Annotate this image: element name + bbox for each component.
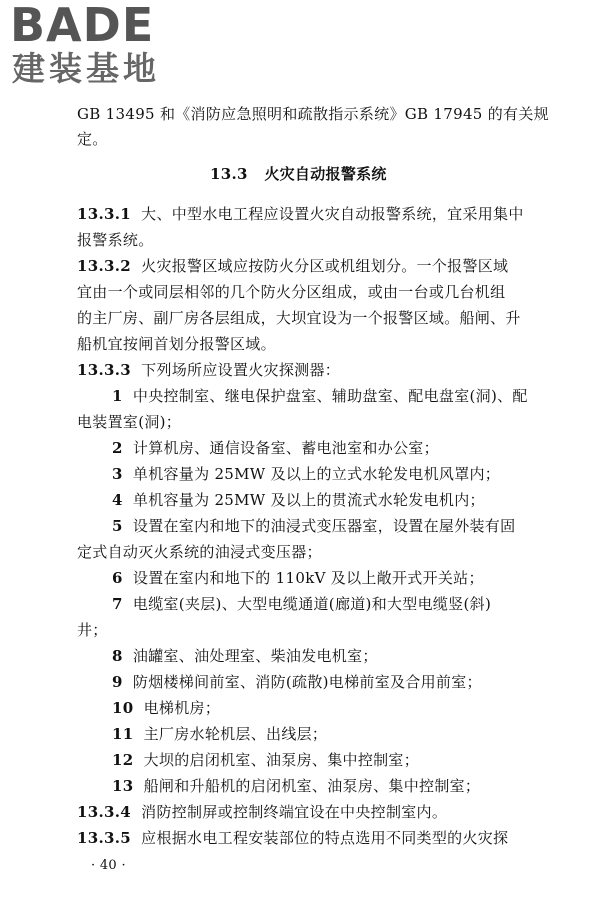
clause-13-3-2-line-3: 的主厂房、副厂房各层组成，大坝宜设为一个报警区域。船闸、升 <box>77 309 521 327</box>
clause-number: 13.3.1 <box>77 205 131 223</box>
list-item-8 <box>112 646 378 666</box>
clause-13-3-2-line-1 <box>77 256 508 276</box>
item-number: 13 <box>112 777 134 795</box>
item-number: 7 <box>112 595 123 613</box>
logo-wordmark: BADE <box>10 0 155 52</box>
clause-text: 下列场所应设置火灾探测器： <box>141 361 341 379</box>
item-number: 12 <box>112 751 134 769</box>
clause-text: 消防控制屏或控制终端宜设在中央控制室内。 <box>141 803 448 821</box>
item-text: 中央控制室、继电保护盘室、辅助盘室、配电盘室(洞)、配 <box>132 387 528 405</box>
item-text: 计算机房、通信设备室、蓄电池室和办公室； <box>132 439 439 457</box>
intro-line-1: GB 13495 和《消防应急照明和疏散指示系统》GB 17945 的有关规 <box>77 105 549 123</box>
item-number: 8 <box>112 647 123 665</box>
section-number: 13.3 <box>210 165 248 183</box>
item-number: 1 <box>112 387 123 405</box>
item-text: 防烟楼梯间前室、消防(疏散)电梯前室及合用前室； <box>132 673 482 691</box>
item-number: 9 <box>112 673 123 691</box>
item-number: 5 <box>112 517 123 535</box>
item-number: 4 <box>112 491 123 509</box>
item-text: 电梯机房； <box>143 699 221 717</box>
item-text: 油罐室、油处理室、柴油发电机室； <box>132 647 378 665</box>
clause-13-3-5 <box>77 828 508 848</box>
clause-13-3-1-line-2: 报警系统。 <box>77 231 154 249</box>
item-number: 10 <box>112 699 134 717</box>
clause-number: 13.3.2 <box>77 257 131 275</box>
item-text: 设置在室内和地下的油浸式变压器室，设置在屋外装有固 <box>132 517 516 535</box>
list-item-5 <box>112 516 515 536</box>
list-item-12 <box>112 750 419 770</box>
list-item-1-cont: 电装置室(洞)； <box>77 413 182 431</box>
clause-13-3-2-line-2: 宜由一个或同层相邻的几个防火分区组成，或由一台或几台机组 <box>77 283 506 301</box>
clause-text: 火灾报警区域应按防火分区或机组划分。一个报警区域 <box>141 257 509 275</box>
list-item-13 <box>112 776 480 796</box>
list-item-10 <box>112 698 220 718</box>
clause-13-3-4 <box>77 802 447 822</box>
list-item-9 <box>112 672 482 692</box>
item-number: 6 <box>112 569 123 587</box>
item-text: 大坝的启闭机室、油泵房、集中控制室； <box>143 751 420 769</box>
item-text: 电缆室(夹层)、大型电缆通道(廊道)和大型电缆竖(斜) <box>132 595 492 613</box>
list-item-5-cont: 定式自动灭火系统的油浸式变压器； <box>77 543 322 561</box>
list-item-7-cont: 井； <box>77 621 108 639</box>
item-text: 设置在室内和地下的 110kV 及以上敞开式开关站； <box>132 569 484 587</box>
list-item-2 <box>112 438 439 458</box>
clause-13-3-2-line-4: 船机宜按闸首划分报警区域。 <box>77 335 276 353</box>
list-item-11 <box>112 724 327 744</box>
item-text: 单机容量为 25MW 及以上的立式水轮发电机风罩内； <box>132 465 501 483</box>
list-item-6 <box>112 568 484 588</box>
clause-number: 13.3.4 <box>77 803 131 821</box>
logo-subtitle: 建装基地 <box>12 49 160 88</box>
list-item-4 <box>112 490 485 510</box>
page-number: · 40 · <box>91 858 126 873</box>
item-number: 3 <box>112 465 123 483</box>
clause-number: 13.3.3 <box>77 361 131 379</box>
item-number: 11 <box>112 725 134 743</box>
list-item-7 <box>112 594 491 614</box>
section-heading <box>210 164 387 184</box>
item-text: 主厂房水轮机层、出线层； <box>143 725 328 743</box>
list-item-1 <box>112 386 528 406</box>
clause-13-3-3-intro <box>77 360 340 380</box>
clause-text: 应根据水电工程安装部位的特点选用不同类型的火灾探 <box>141 829 509 847</box>
clause-number: 13.3.5 <box>77 829 131 847</box>
clause-13-3-1-line-1 <box>77 204 524 224</box>
intro-line-2: 定。 <box>77 130 108 148</box>
item-text: 船闸和升船机的启闭机室、油泵房、集中控制室； <box>143 777 481 795</box>
list-item-3 <box>112 464 500 484</box>
item-text: 单机容量为 25MW 及以上的贯流式水轮发电机内； <box>132 491 485 509</box>
section-title: 火灾自动报警系统 <box>264 165 387 183</box>
item-number: 2 <box>112 439 123 457</box>
clause-text: 大、中型水电工程应设置火灾自动报警系统，宜采用集中 <box>141 205 524 223</box>
